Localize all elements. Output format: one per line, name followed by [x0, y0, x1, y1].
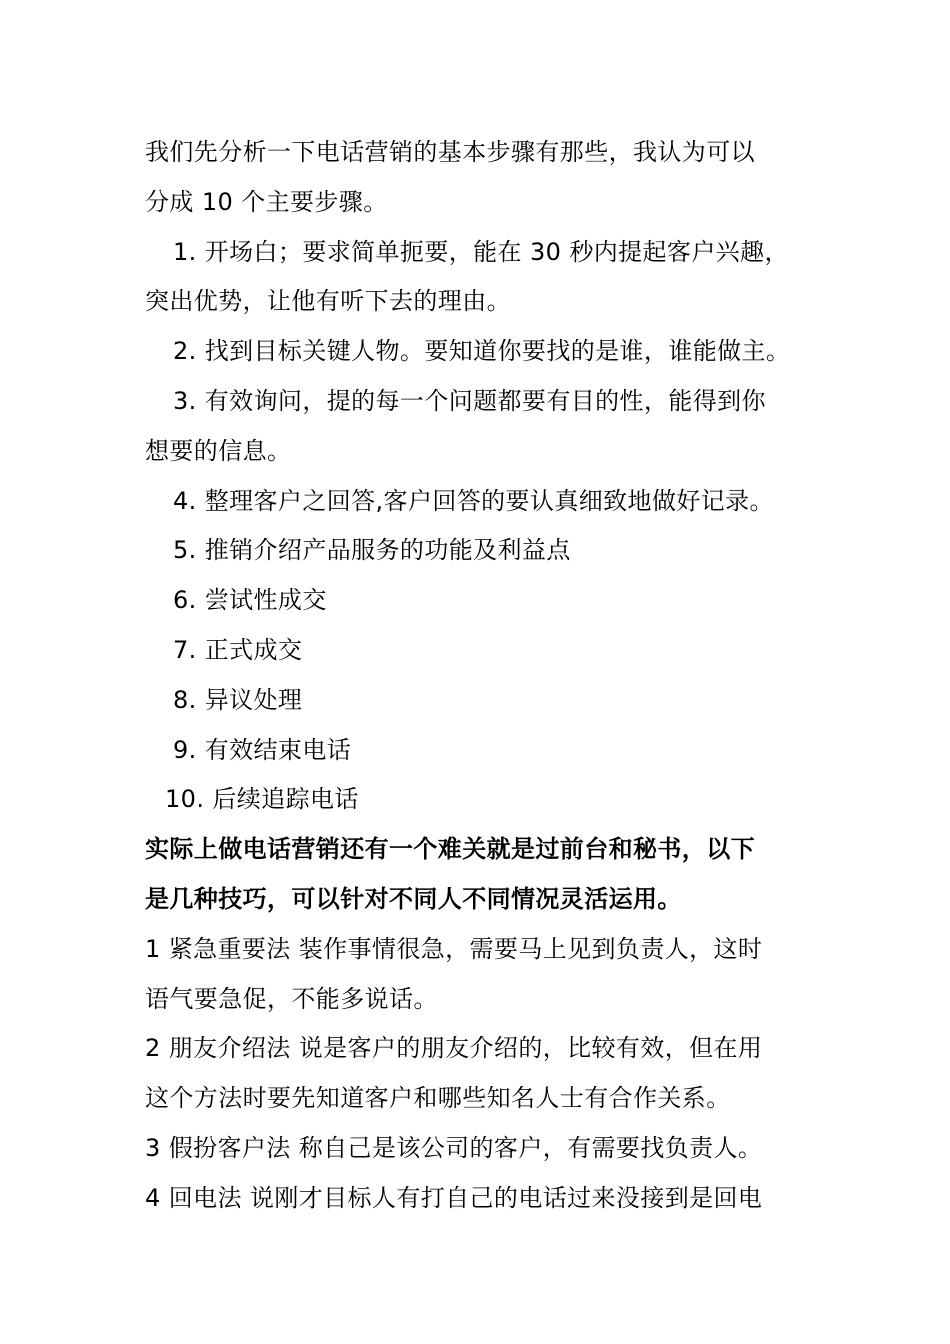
emphasis-line-1: 实际上做电话营销还有一个难关就是过前台和秘书，以下: [145, 835, 755, 864]
step-6: 6. 尝试性成交: [173, 586, 327, 615]
technique-1-line-1: 1 紧急重要法 装作事情很急，需要马上见到负责人，这时: [145, 934, 763, 963]
document-page: [145, 128, 810, 1224]
step-5: 5. 推销介绍产品服务的功能及利益点: [173, 536, 571, 565]
step-3-line-1: 3. 有效询问，提的每一个问题都要有目的性，能得到你: [173, 386, 766, 415]
step-2: 2. 找到目标关键人物。要知道你要找的是谁，谁能做主。: [173, 337, 791, 366]
step-1-line-1: 1. 开场白；要求简单扼要，能在 30 秒内提起客户兴趣，: [173, 237, 789, 266]
technique-2-line-2: 这个方法时要先知道客户和哪些知名人士有合作关系。: [145, 1084, 731, 1113]
step-10: 10. 后续追踪电话: [165, 785, 359, 814]
technique-1-line-2: 语气要急促，不能多说话。: [145, 984, 438, 1013]
intro-line-2: 分成 10 个主要步骤。: [145, 187, 388, 216]
intro-line-1: 我们先分析一下电话营销的基本步骤有那些，我认为可以: [145, 138, 755, 166]
technique-2-line-1: 2 朋友介绍法 说是客户的朋友介绍的，比较有效，但在用: [145, 1034, 763, 1063]
step-3-line-2: 想要的信息。: [145, 436, 292, 465]
step-9: 9. 有效结束电话: [173, 735, 352, 764]
technique-4: 4 回电法 说刚才目标人有打自己的电话过来没接到是回电: [145, 1183, 763, 1212]
emphasis-line-2: 是几种技巧，可以针对不同人不同情况灵活运用。: [145, 884, 682, 913]
technique-3: 3 假扮客户法 称自己是该公司的客户，有需要找负责人。: [145, 1133, 763, 1162]
step-4: 4. 整理客户之回答,客户回答的要认真细致地做好记录。: [173, 486, 774, 515]
step-8: 8. 异议处理: [173, 685, 303, 714]
step-1-line-2: 突出优势，让他有听下去的理由。: [145, 287, 511, 316]
step-7: 7. 正式成交: [173, 635, 303, 664]
